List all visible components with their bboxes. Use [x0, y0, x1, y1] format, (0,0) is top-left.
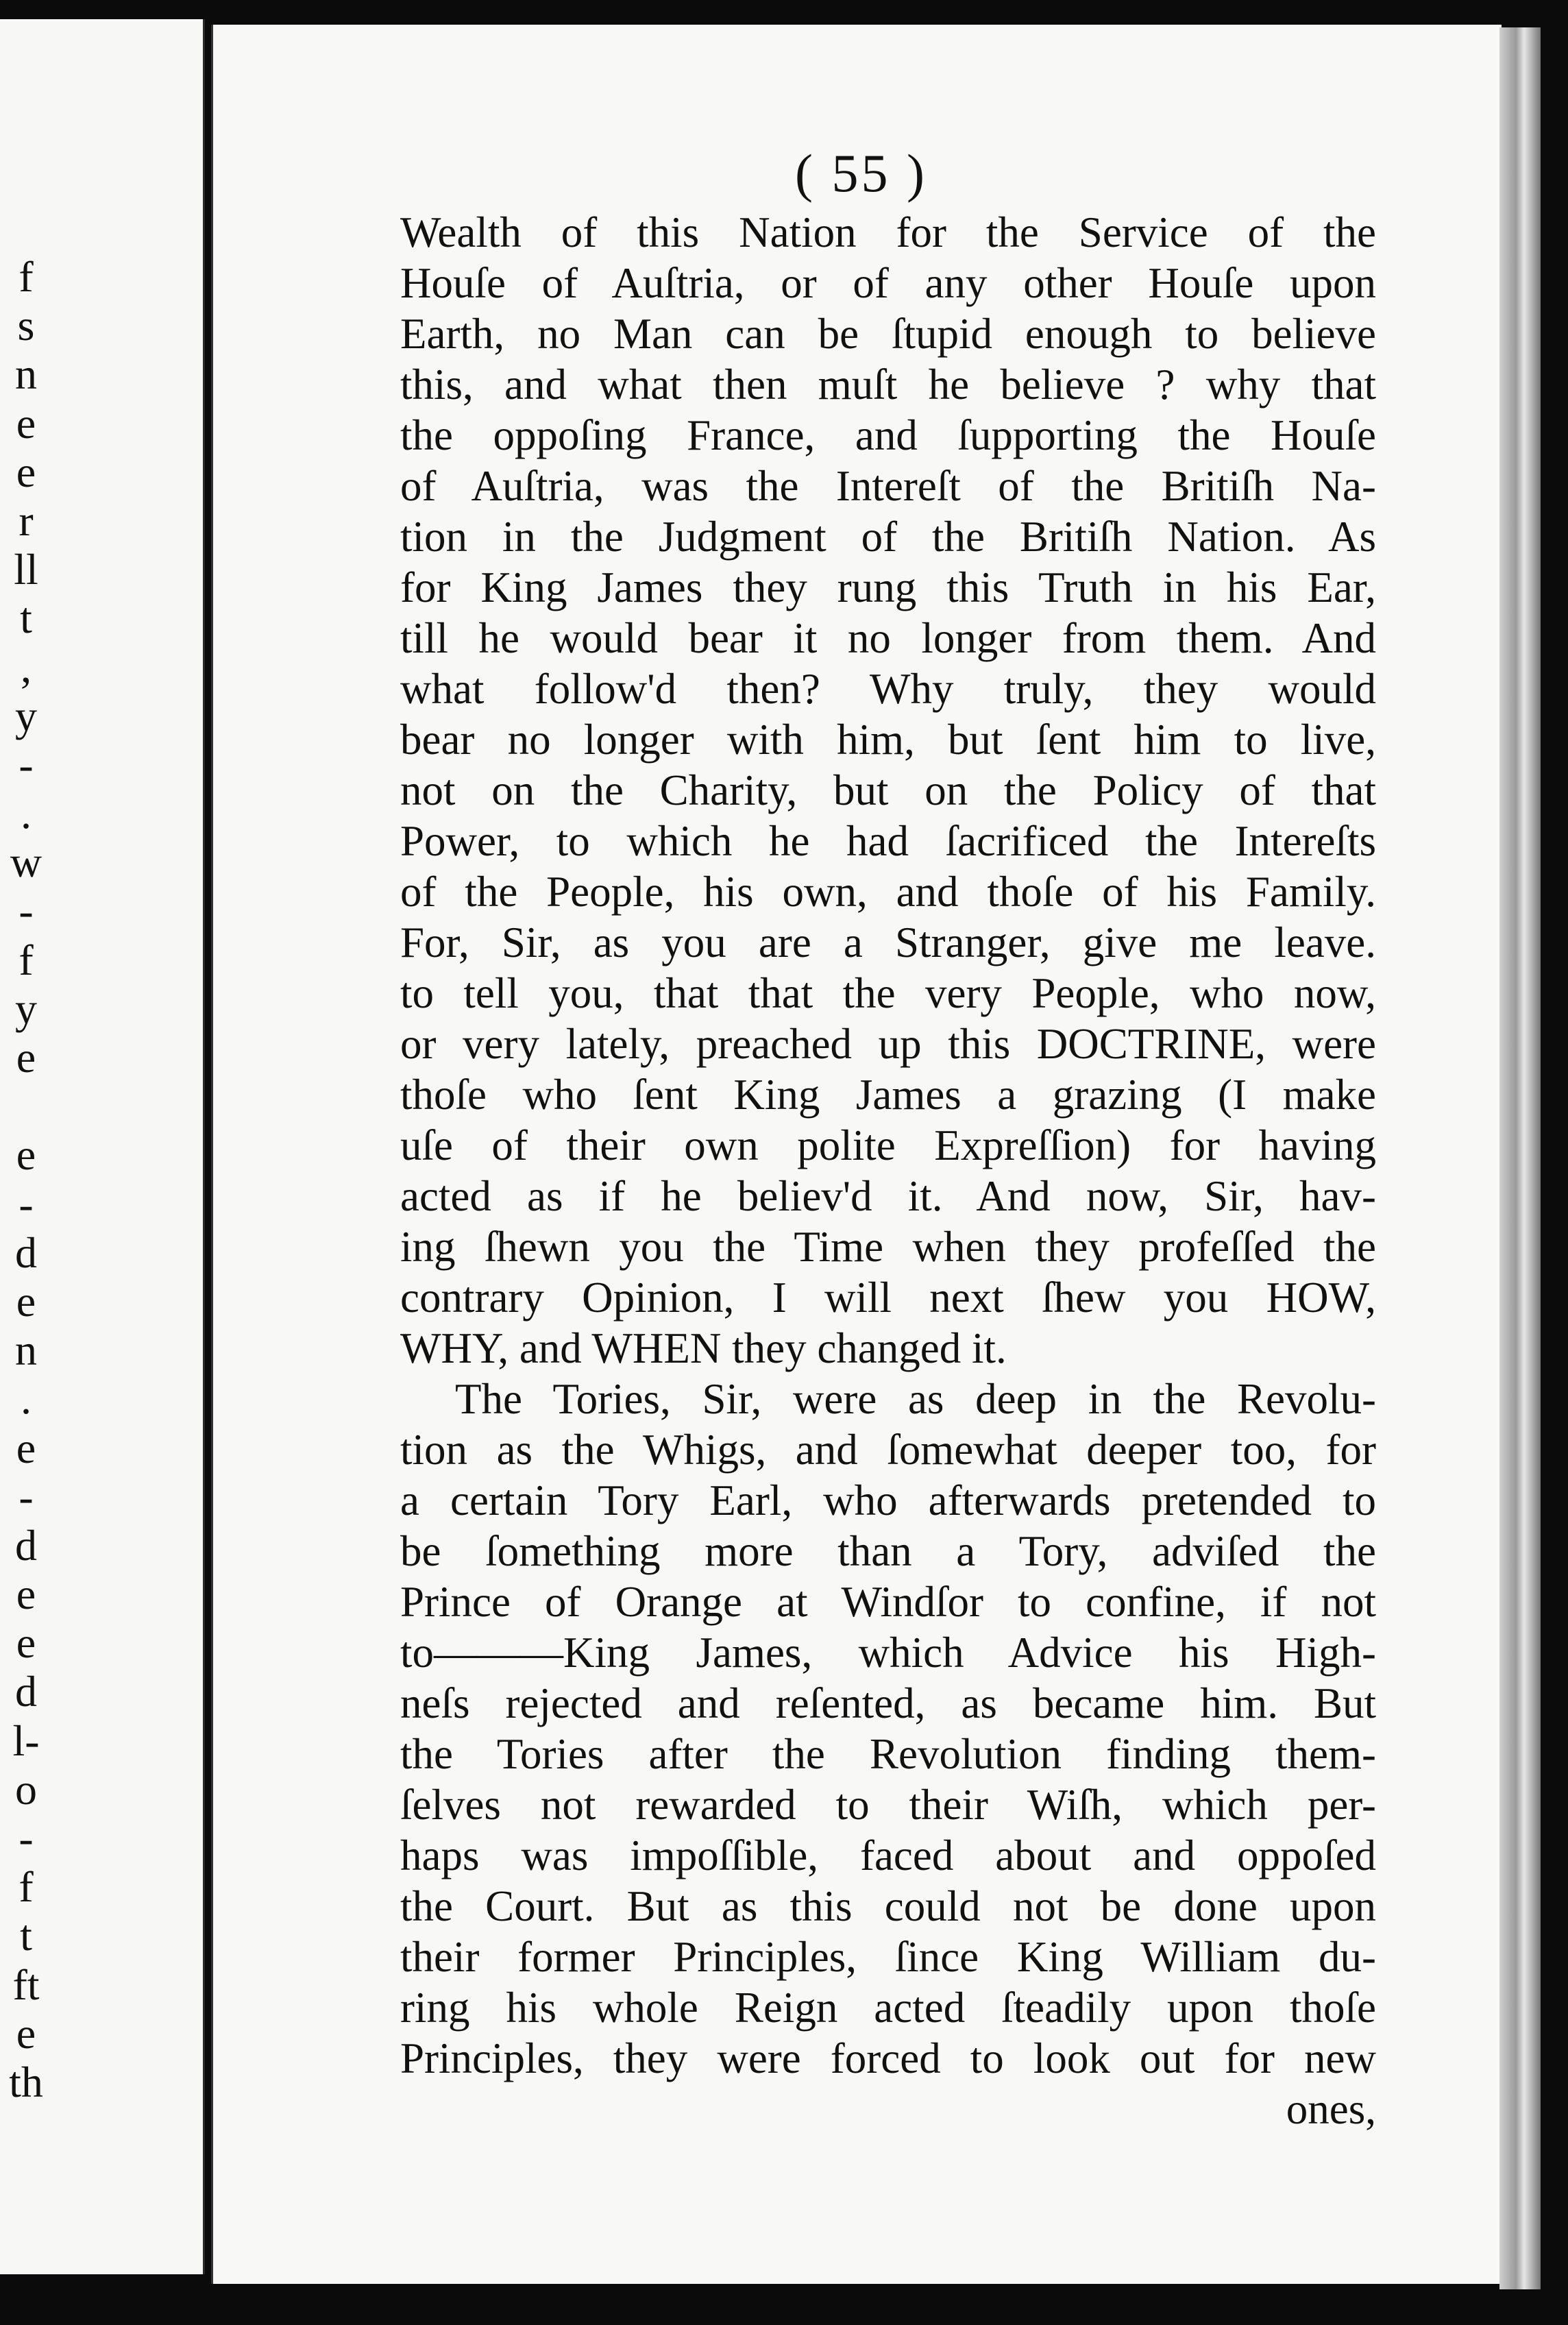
- text-line: to———King James, which Advice his High-: [400, 1629, 1376, 1677]
- margin-glyph: y: [15, 691, 37, 740]
- margin-glyph: e: [16, 2008, 36, 2058]
- left-margin-fragments: [5, 252, 47, 2106]
- text-line: to tell you, that that the very People, who now,: [400, 969, 1376, 1017]
- text-line: Principles, they were forced to look out for new: [400, 2034, 1376, 2082]
- text-line: Wealth of this Nation for the Service of the: [400, 208, 1376, 256]
- text-line: for King James they rung this Truth in his Ear,: [400, 563, 1376, 611]
- margin-glyph: n: [15, 350, 37, 399]
- margin-glyph: e: [16, 1618, 36, 1668]
- text-line: The Tories, Sir, were as deep in the Revolu-: [455, 1375, 1376, 1423]
- text-line: ſelves not rewarded to their Wiſh, which per-: [400, 1781, 1376, 1829]
- text-line: or very lately, preached up this DOCTRINE, were: [400, 1020, 1376, 1068]
- text-line: of Auſtria, was the Intereſt of the Britiſh Na-: [400, 462, 1376, 510]
- text-line: the oppoſing France, and ſupporting the Houſe: [400, 411, 1376, 459]
- body-text: [400, 207, 1376, 2134]
- text-line: be ſomething more than a Tory, adviſed the: [400, 1527, 1376, 1575]
- margin-glyph: y: [15, 984, 37, 1033]
- margin-glyph: [5, 1082, 47, 1130]
- margin-glyph: .: [21, 1374, 32, 1424]
- margin-glyph: ll: [14, 545, 38, 594]
- margin-glyph: e: [16, 1130, 36, 1180]
- margin-glyph: e: [16, 1033, 36, 1082]
- margin-glyph: d: [15, 1667, 37, 1716]
- margin-glyph: e: [16, 1570, 36, 1619]
- text-line: of the People, his own, and thoſe of his Family.: [400, 868, 1376, 916]
- margin-glyph: -: [19, 1179, 34, 1228]
- text-line: a certain Tory Earl, who afterwards pretended to: [400, 1476, 1376, 1524]
- text-line: For, Sir, as you are a Stranger, give me leave.: [400, 918, 1376, 966]
- page-number: ( 55 ): [795, 143, 927, 203]
- text-line: Houſe of Auſtria, or of any other Houſe upon: [400, 259, 1376, 307]
- margin-glyph: s: [17, 301, 35, 350]
- text-line: contrary Opinion, I will next ſhew you HOW,: [400, 1274, 1376, 1322]
- text-line: the Tories after the Revolution finding them-: [400, 1730, 1376, 1778]
- margin-glyph: l-: [12, 1716, 40, 1765]
- text-line: this, and what then muſt he believe ? why that: [400, 361, 1376, 409]
- margin-glyph: ,: [21, 642, 32, 692]
- text-line: ing ſhewn you the Time when they profeſſed the: [400, 1223, 1376, 1271]
- facing-page-left: [0, 19, 205, 2274]
- text-line: Power, to which he had ſacrificed the Intereſts: [400, 817, 1376, 865]
- text-line: tion in the Judgment of the Britiſh Nation. As: [400, 513, 1376, 561]
- text-line: acted as if he believ'd it. And now, Sir, hav-: [400, 1172, 1376, 1220]
- text-line: till he would bear it no longer from them. And: [400, 614, 1376, 662]
- text-line: the Court. But as this could not be done upon: [400, 1882, 1376, 1930]
- page-edge: [1499, 27, 1541, 2289]
- margin-glyph: f: [19, 252, 34, 301]
- margin-glyph: t: [20, 594, 32, 643]
- margin-glyph: o: [15, 1764, 37, 1814]
- margin-glyph: d: [15, 1228, 37, 1277]
- margin-glyph: n: [15, 1326, 37, 1375]
- margin-glyph: -: [19, 1814, 34, 1862]
- margin-glyph: e: [16, 1276, 36, 1326]
- text-line: tion as the Whigs, and ſomewhat deeper too, for: [400, 1426, 1376, 1474]
- margin-glyph: e: [16, 1423, 36, 1472]
- margin-glyph: w: [10, 838, 42, 887]
- text-line: haps was impoſſible, faced about and oppoſed: [400, 1831, 1376, 1879]
- text-line: not on the Charity, but on the Policy of that: [400, 766, 1376, 814]
- text-line: uſe of their own polite Expreſſion) for having: [400, 1121, 1376, 1169]
- margin-glyph: th: [9, 2057, 43, 2106]
- text-line: thoſe who ſent King James a grazing (I make: [400, 1071, 1376, 1119]
- margin-glyph: d: [15, 1520, 37, 1570]
- margin-glyph: e: [16, 447, 36, 496]
- text-line: Earth, no Man can be ſtupid enough to believe: [400, 310, 1376, 358]
- text-line: neſs rejected and reſented, as became him. But: [400, 1679, 1376, 1727]
- margin-glyph: ft: [12, 1960, 40, 2009]
- text-line: bear no longer with him, but ſent him to live,: [400, 716, 1376, 764]
- margin-glyph: -: [19, 886, 34, 936]
- margin-glyph: f: [19, 935, 34, 984]
- margin-glyph: -: [19, 740, 34, 789]
- text-line: what follow'd then? Why truly, they would: [400, 665, 1376, 713]
- margin-glyph: -: [19, 1472, 34, 1521]
- catchword: ones,: [1286, 2085, 1376, 2133]
- margin-glyph: e: [16, 398, 36, 448]
- text-line: their former Principles, ſince King William du-: [400, 1933, 1376, 1981]
- margin-glyph: f: [19, 1862, 34, 1912]
- margin-glyph: t: [20, 1911, 32, 1960]
- text-line: Prince of Orange at Windſor to confine, if not: [400, 1578, 1376, 1626]
- text-line: WHY, and WHEN they changed it.: [400, 1324, 1007, 1372]
- margin-glyph: r: [19, 496, 34, 545]
- margin-glyph: .: [21, 789, 32, 838]
- text-line: ring his whole Reign acted ſteadily upon thoſe: [400, 1984, 1376, 2032]
